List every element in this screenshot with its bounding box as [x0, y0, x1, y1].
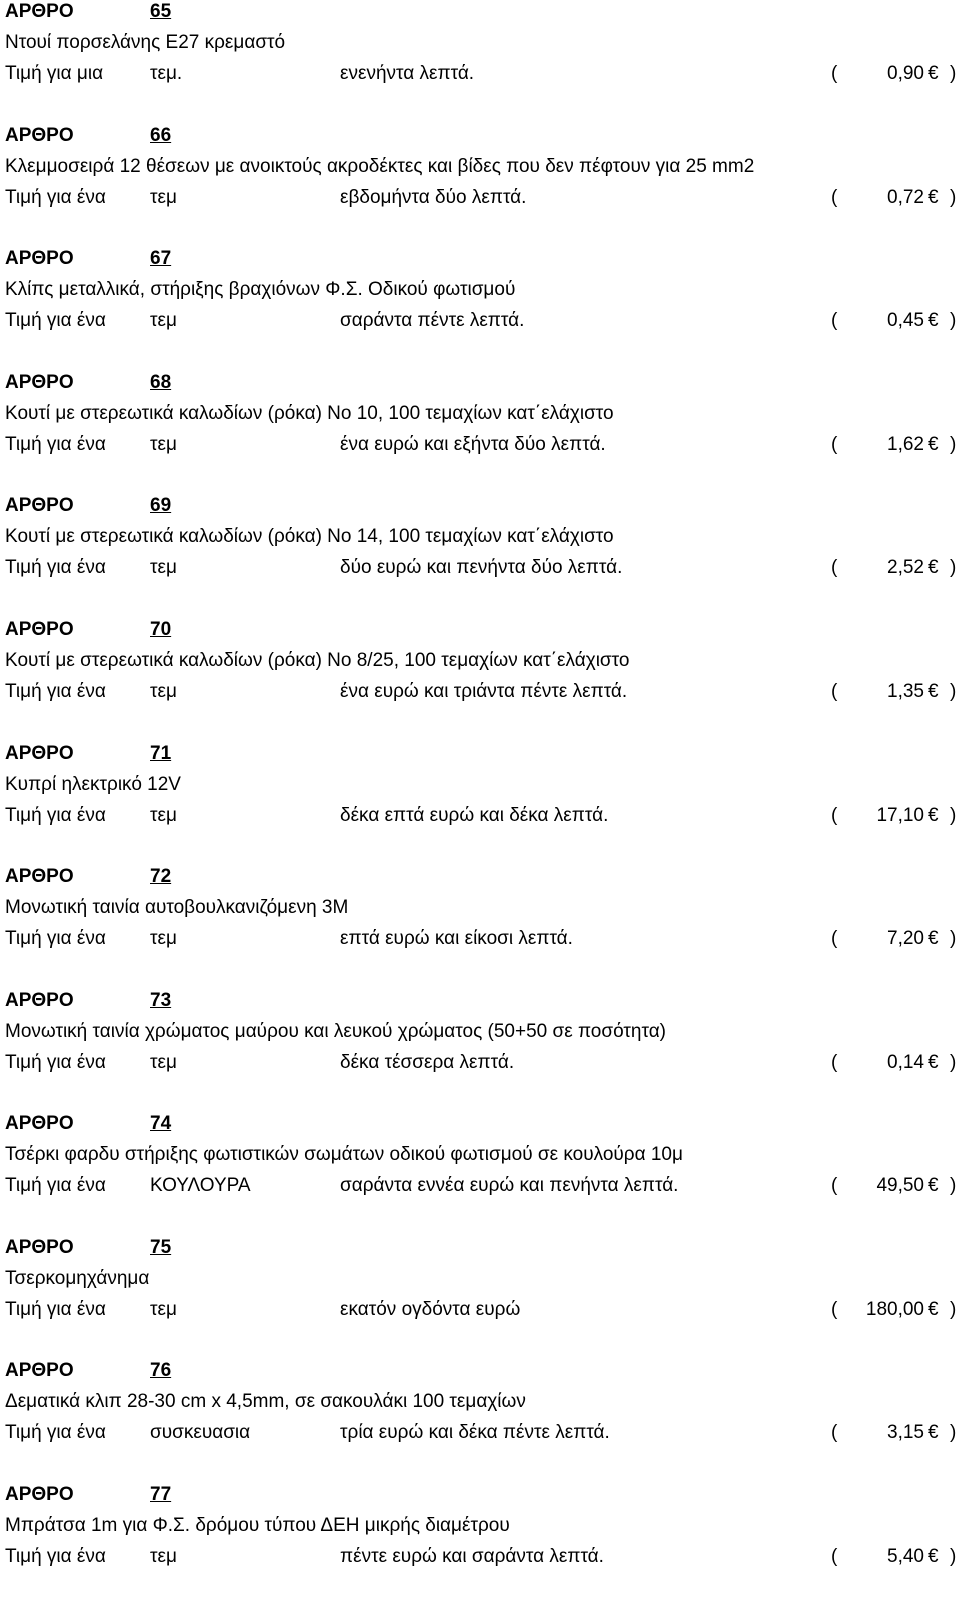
price-for-text: Τιμή για ένα [5, 1299, 106, 1320]
article-description-line [0, 402, 960, 426]
price-line [0, 1174, 960, 1198]
unit-text: τεμ [150, 557, 177, 578]
price-for-text: Τιμή για ένα [5, 1422, 106, 1443]
amount-in-words: τρία ευρώ και δέκα πέντε λεπτά. [340, 1422, 610, 1443]
euro-sign: € [928, 1299, 939, 1320]
article-block [0, 1112, 960, 1236]
article-number: 69 [150, 495, 172, 516]
article-description: Κουτί με στερεωτικά καλωδίων (ρόκα) Νο 10, 100 τεμαχίων κατ΄ελάχιστο [5, 403, 614, 424]
close-paren: ) [950, 63, 957, 84]
price-for-text: Τιμή για ένα [5, 928, 106, 949]
article-description: Μπράτσα 1m για Φ.Σ. δρόμου τύπου ΔΕΗ μικρής διαμέτρου [5, 1515, 510, 1536]
price-amount: 49,50 [876, 1175, 924, 1196]
article-header [0, 742, 960, 766]
euro-sign: € [928, 928, 939, 949]
article-description-line [0, 155, 960, 179]
article-block [0, 742, 960, 866]
article-description: Μονωτική ταινία χρώματος μαύρου και λευκού χρώματος (50+50 σε ποσότητα) [5, 1021, 667, 1042]
unit-text: τεμ [150, 1546, 177, 1567]
open-paren: ( [831, 681, 838, 702]
open-paren: ( [831, 928, 838, 949]
article-description: Μονωτική ταινία αυτοβουλκανιζόμενη 3Μ [5, 897, 349, 918]
price-amount: 17,10 [876, 805, 924, 826]
amount-in-words: εκατόν ογδόντα ευρώ [340, 1299, 521, 1320]
euro-sign: € [928, 187, 939, 208]
article-label: ΑΡΘΡΟ [5, 372, 74, 393]
price-amount: 2,52 [887, 557, 924, 578]
open-paren: ( [831, 1546, 838, 1567]
unit-text: τεμ [150, 805, 177, 826]
article-block [0, 0, 960, 124]
article-label: ΑΡΘΡΟ [5, 248, 74, 269]
unit-text: ΚΟΥΛΟΥΡΑ [150, 1175, 251, 1196]
price-amount: 0,90 [887, 63, 924, 84]
article-number: 70 [150, 619, 172, 640]
article-number: 67 [150, 248, 172, 269]
article-number: 65 [150, 1, 172, 22]
open-paren: ( [831, 805, 838, 826]
euro-sign: € [928, 1546, 939, 1567]
article-block [0, 989, 960, 1113]
article-description-line [0, 896, 960, 920]
article-header [0, 618, 960, 642]
amount-in-words: σαράντα πέντε λεπτά. [340, 310, 525, 331]
article-label: ΑΡΘΡΟ [5, 619, 74, 640]
article-label: ΑΡΘΡΟ [5, 125, 74, 146]
price-for-text: Τιμή για ένα [5, 310, 106, 331]
unit-text: τεμ [150, 681, 177, 702]
article-number: 68 [150, 372, 172, 393]
price-amount: 0,72 [887, 187, 924, 208]
open-paren: ( [831, 1422, 838, 1443]
article-description-line [0, 773, 960, 797]
article-header [0, 865, 960, 889]
close-paren: ) [950, 310, 957, 331]
article-block [0, 1359, 960, 1483]
article-description: Τσερκομηχάνημα [5, 1268, 150, 1289]
article-block [0, 124, 960, 248]
article-description-line [0, 1514, 960, 1538]
price-for-text: Τιμή για ένα [5, 1052, 106, 1073]
price-for-text: Τιμή για ένα [5, 681, 106, 702]
article-description: Δεματικά κλιπ 28-30 cm x 4,5mm, σε σακουλάκι 100 τεμαχίων [5, 1391, 526, 1412]
article-label: ΑΡΘΡΟ [5, 1360, 74, 1381]
price-amount: 1,35 [887, 681, 924, 702]
amount-in-words: ένα ευρώ και εξήντα δύο λεπτά. [340, 434, 606, 455]
price-for-text: Τιμή για ένα [5, 1175, 106, 1196]
article-description: Κλίπς μεταλλικά, στήριξης βραχιόνων Φ.Σ. Οδικού φωτισμού [5, 279, 516, 300]
unit-text: τεμ [150, 310, 177, 331]
price-line [0, 1298, 960, 1322]
euro-sign: € [928, 1175, 939, 1196]
article-header [0, 1359, 960, 1383]
unit-text: τεμ [150, 1052, 177, 1073]
price-for-text: Τιμή για μια [5, 63, 104, 84]
article-header [0, 494, 960, 518]
close-paren: ) [950, 1052, 957, 1073]
article-header [0, 371, 960, 395]
price-amount: 180,00 [865, 1299, 924, 1320]
close-paren: ) [950, 805, 957, 826]
close-paren: ) [950, 434, 957, 455]
article-block [0, 247, 960, 371]
unit-text: τεμ [150, 1299, 177, 1320]
article-header [0, 0, 960, 24]
article-description-line [0, 1143, 960, 1167]
open-paren: ( [831, 557, 838, 578]
article-label: ΑΡΘΡΟ [5, 866, 74, 887]
euro-sign: € [928, 310, 939, 331]
price-line [0, 680, 960, 704]
unit-text: τεμ [150, 187, 177, 208]
price-line [0, 1421, 960, 1445]
euro-sign: € [928, 557, 939, 578]
amount-in-words: επτά ευρώ και είκοσι λεπτά. [340, 928, 573, 949]
article-description: Κουτί με στερεωτικά καλωδίων (ρόκα) Νο 14, 100 τεμαχίων κατ΄ελάχιστο [5, 526, 614, 547]
price-amount: 0,45 [887, 310, 924, 331]
article-number: 72 [150, 866, 172, 887]
article-number: 71 [150, 743, 172, 764]
price-line [0, 804, 960, 828]
article-description: Κουτί με στερεωτικά καλωδίων (ρόκα) Νο 8/25, 100 τεμαχίων κατ΄ελάχιστο [5, 650, 630, 671]
euro-sign: € [928, 1052, 939, 1073]
close-paren: ) [950, 1546, 957, 1567]
open-paren: ( [831, 63, 838, 84]
article-description-line [0, 1267, 960, 1291]
euro-sign: € [928, 805, 939, 826]
price-line [0, 1545, 960, 1569]
article-number: 77 [150, 1484, 172, 1505]
amount-in-words: ενενήντα λεπτά. [340, 63, 475, 84]
close-paren: ) [950, 1422, 957, 1443]
amount-in-words: εβδομήντα δύο λεπτά. [340, 187, 527, 208]
article-description-line [0, 649, 960, 673]
euro-sign: € [928, 434, 939, 455]
unit-text: συσκευασια [150, 1422, 251, 1443]
price-line [0, 186, 960, 210]
open-paren: ( [831, 1052, 838, 1073]
close-paren: ) [950, 187, 957, 208]
article-block [0, 618, 960, 742]
article-description: Ντουί πορσελάνης Ε27 κρεμαστό [5, 32, 286, 53]
article-description-line [0, 1390, 960, 1414]
article-label: ΑΡΘΡΟ [5, 1, 74, 22]
article-description: Κυπρί ηλεκτρικό 12V [5, 774, 181, 795]
unit-text: τεμ [150, 434, 177, 455]
article-label: ΑΡΘΡΟ [5, 990, 74, 1011]
close-paren: ) [950, 1299, 957, 1320]
price-for-text: Τιμή για ένα [5, 557, 106, 578]
price-line [0, 62, 960, 86]
price-for-text: Τιμή για ένα [5, 1546, 106, 1567]
amount-in-words: πέντε ευρώ και σαράντα λεπτά. [340, 1546, 604, 1567]
euro-sign: € [928, 63, 939, 84]
amount-in-words: δέκα τέσσερα λεπτά. [340, 1052, 515, 1073]
article-label: ΑΡΘΡΟ [5, 743, 74, 764]
article-header [0, 124, 960, 148]
close-paren: ) [950, 928, 957, 949]
price-amount: 3,15 [887, 1422, 924, 1443]
euro-sign: € [928, 681, 939, 702]
unit-text: τεμ. [150, 63, 183, 84]
open-paren: ( [831, 1175, 838, 1196]
close-paren: ) [950, 1175, 957, 1196]
article-number: 74 [150, 1113, 172, 1134]
article-description-line [0, 278, 960, 302]
price-line [0, 1051, 960, 1075]
article-number: 73 [150, 990, 172, 1011]
article-number: 76 [150, 1360, 172, 1381]
article-description-line [0, 31, 960, 55]
open-paren: ( [831, 310, 838, 331]
amount-in-words: δέκα επτά ευρώ και δέκα λεπτά. [340, 805, 609, 826]
open-paren: ( [831, 434, 838, 455]
price-line [0, 309, 960, 333]
article-block [0, 1483, 960, 1607]
price-amount: 0,14 [887, 1052, 924, 1073]
price-line [0, 556, 960, 580]
article-number: 75 [150, 1237, 172, 1258]
price-amount: 5,40 [887, 1546, 924, 1567]
article-header [0, 247, 960, 271]
article-label: ΑΡΘΡΟ [5, 1484, 74, 1505]
unit-text: τεμ [150, 928, 177, 949]
article-header [0, 1483, 960, 1507]
price-amount: 7,20 [887, 928, 924, 949]
article-description-line [0, 1020, 960, 1044]
article-label: ΑΡΘΡΟ [5, 1237, 74, 1258]
price-amount: 1,62 [887, 434, 924, 455]
price-for-text: Τιμή για ένα [5, 805, 106, 826]
price-line [0, 927, 960, 951]
article-block [0, 865, 960, 989]
close-paren: ) [950, 557, 957, 578]
amount-in-words: δύο ευρώ και πενήντα δύο λεπτά. [340, 557, 623, 578]
article-header [0, 1236, 960, 1260]
article-number: 66 [150, 125, 172, 146]
article-header [0, 989, 960, 1013]
article-description: Τσέρκι φαρδυ στήριξης φωτιστικών σωμάτων οδικού φωτισμού σε κουλούρα 10μ [5, 1144, 683, 1165]
open-paren: ( [831, 187, 838, 208]
article-description-line [0, 525, 960, 549]
open-paren: ( [831, 1299, 838, 1320]
close-paren: ) [950, 681, 957, 702]
price-for-text: Τιμή για ένα [5, 434, 106, 455]
article-block [0, 1236, 960, 1360]
article-block [0, 494, 960, 618]
price-for-text: Τιμή για ένα [5, 187, 106, 208]
article-description: Κλεμμοσειρά 12 θέσεων με ανοικτούς ακροδέκτες και βίδες που δεν πέφτουν για 25 mm2 [5, 156, 755, 177]
euro-sign: € [928, 1422, 939, 1443]
price-line [0, 433, 960, 457]
article-label: ΑΡΘΡΟ [5, 495, 74, 516]
amount-in-words: σαράντα εννέα ευρώ και πενήντα λεπτά. [340, 1175, 679, 1196]
article-block [0, 371, 960, 495]
article-label: ΑΡΘΡΟ [5, 1113, 74, 1134]
article-header [0, 1112, 960, 1136]
amount-in-words: ένα ευρώ και τριάντα πέντε λεπτά. [340, 681, 628, 702]
